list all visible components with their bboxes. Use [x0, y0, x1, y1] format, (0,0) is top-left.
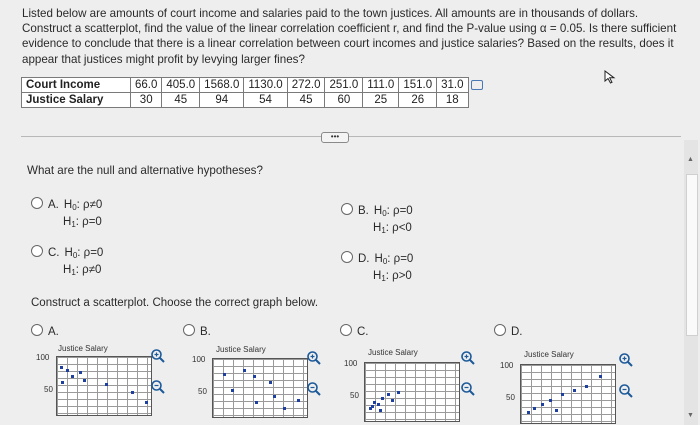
scatter-point	[527, 411, 530, 414]
y-tick-label: 100	[192, 355, 206, 364]
scatter-point	[371, 405, 374, 408]
y-axis-label: Justice Salary	[368, 348, 418, 357]
scatter-point	[397, 391, 400, 394]
more-button[interactable]: •••	[321, 132, 349, 143]
y-tick-label: 100	[344, 359, 358, 368]
table-row	[22, 78, 469, 93]
scatter-point	[253, 375, 256, 378]
zoom-out-icon[interactable]	[460, 381, 476, 397]
table-cell: 54	[244, 93, 287, 108]
y-tick-label: 50	[350, 391, 359, 400]
radio-button[interactable]	[494, 324, 506, 336]
y-tick-label: 50	[44, 385, 53, 394]
scatter-point	[585, 385, 588, 388]
option-d[interactable]: D. $H_0$: ρ=0 $H_1$: ρ>0	[341, 251, 413, 286]
table-cell: 1130.0	[244, 78, 287, 93]
scatter-plot-area	[520, 364, 616, 424]
y-tick-label: 50	[506, 393, 515, 402]
table-cell: 1568.0	[200, 78, 244, 93]
option-c[interactable]: C. $H_0$: ρ=0 $H_1$: ρ≠0	[31, 245, 103, 280]
scatter-point	[255, 401, 258, 404]
radio-button[interactable]	[183, 324, 195, 336]
vertical-scrollbar[interactable]	[684, 140, 698, 425]
section-divider	[21, 136, 681, 137]
table-cell: 111.0	[363, 78, 399, 93]
cursor-icon	[604, 70, 616, 87]
scatter-point	[297, 399, 300, 402]
scatter-point	[599, 375, 602, 378]
scatter-point	[283, 407, 286, 410]
scatter-point	[269, 381, 272, 384]
table-cell: 30	[131, 93, 162, 108]
radio-button[interactable]	[31, 324, 43, 336]
table-cell: 60	[325, 93, 363, 108]
table-cell: 251.0	[325, 78, 363, 93]
radio-button[interactable]	[341, 251, 353, 263]
scatter-point	[373, 401, 376, 404]
scrollbar-thumb[interactable]	[686, 174, 698, 336]
table-cell: 45	[287, 93, 325, 108]
row-header-court-income: Court Income	[22, 78, 131, 93]
scatter-point	[573, 389, 576, 392]
scatter-point	[377, 403, 380, 406]
table-cell: 151.0	[399, 78, 437, 93]
table-cell: 405.0	[162, 78, 200, 93]
radio-button[interactable]	[31, 197, 43, 209]
scatter-point	[387, 393, 390, 396]
scatter-plot-area	[56, 356, 152, 416]
scatter-plot-area	[212, 358, 308, 418]
scatter-point	[533, 407, 536, 410]
scatter-plot-area	[364, 362, 460, 422]
scatter-point	[60, 366, 63, 369]
table-cell: 272.0	[287, 78, 325, 93]
graph-option-a[interactable]: A.	[31, 324, 59, 338]
option-b[interactable]: B. $H_0$: ρ=0 $H_1$: ρ<0	[341, 203, 413, 238]
copy-icon[interactable]	[471, 80, 483, 90]
graph-option-c[interactable]: C.	[340, 324, 369, 338]
scatter-point	[273, 395, 276, 398]
graph-option-b[interactable]: B.	[183, 324, 211, 338]
radio-button[interactable]	[31, 245, 43, 257]
scatter-point	[243, 369, 246, 372]
scatter-point	[561, 393, 564, 396]
y-tick-label: 50	[198, 387, 207, 396]
scatter-point	[231, 389, 234, 392]
scatter-point	[66, 369, 69, 372]
zoom-in-icon[interactable]	[618, 352, 634, 368]
problem-statement: Listed below are amounts of court income and salaries paid to the town justices. All amounts are in thousands of dollars. Construct a scatterplot, find the value of the linear correlation coefficient r, and find the P-value using α = 0.05. Is there sufficient evidence to conclude that there is a linear correlation between court incomes and justice salaries? Based on the results, does it appear that justices might profit by levying larger fines?	[22, 7, 677, 66]
table-cell: 45	[162, 93, 200, 108]
radio-button[interactable]	[340, 324, 352, 336]
table-row	[22, 93, 469, 108]
scatter-point	[105, 383, 108, 386]
scatter-point	[555, 409, 558, 412]
y-axis-label: Justice Salary	[524, 350, 574, 359]
table-cell: 66.0	[131, 78, 162, 93]
y-axis-label: Justice Salary	[216, 345, 266, 354]
y-tick-label: 100	[36, 353, 50, 362]
scroll-up-icon[interactable]: ▲	[687, 156, 694, 163]
table-cell: 26	[399, 93, 437, 108]
zoom-in-icon[interactable]	[460, 350, 476, 366]
zoom-out-icon[interactable]	[306, 381, 322, 397]
zoom-out-icon[interactable]	[150, 379, 166, 395]
scatter-point	[381, 397, 384, 400]
scatterplot-question: Construct a scatterplot. Choose the correct graph below.	[31, 297, 319, 309]
table-cell: 31.0	[437, 78, 468, 93]
scatter-point	[131, 391, 134, 394]
scatter-point	[391, 399, 394, 402]
y-axis-label: Justice Salary	[58, 344, 108, 353]
scatter-point	[379, 409, 382, 412]
scatter-point	[71, 375, 74, 378]
hypotheses-question: What are the null and alternative hypotheses?	[27, 164, 263, 177]
data-table	[21, 77, 469, 108]
zoom-out-icon[interactable]	[618, 383, 634, 399]
scatter-point	[541, 403, 544, 406]
scatter-point	[145, 401, 148, 404]
scatter-point	[79, 371, 82, 374]
table-cell: 25	[363, 93, 399, 108]
zoom-in-icon[interactable]	[306, 350, 322, 366]
scatter-point	[223, 373, 226, 376]
table-cell: 18	[437, 93, 468, 108]
row-header-justice-salary: Justice Salary	[22, 93, 131, 108]
scroll-down-icon[interactable]: ▼	[687, 412, 694, 419]
scatter-point	[61, 381, 64, 384]
radio-button[interactable]	[341, 203, 353, 215]
table-cell: 94	[200, 93, 244, 108]
y-tick-label: 100	[500, 361, 514, 370]
scatter-point	[83, 379, 86, 382]
graph-option-d[interactable]: D.	[494, 324, 523, 338]
zoom-in-icon[interactable]	[150, 348, 166, 364]
option-a[interactable]: A. $H_0$: ρ≠0 $H_1$: ρ=0	[31, 197, 102, 232]
scatter-point	[549, 399, 552, 402]
